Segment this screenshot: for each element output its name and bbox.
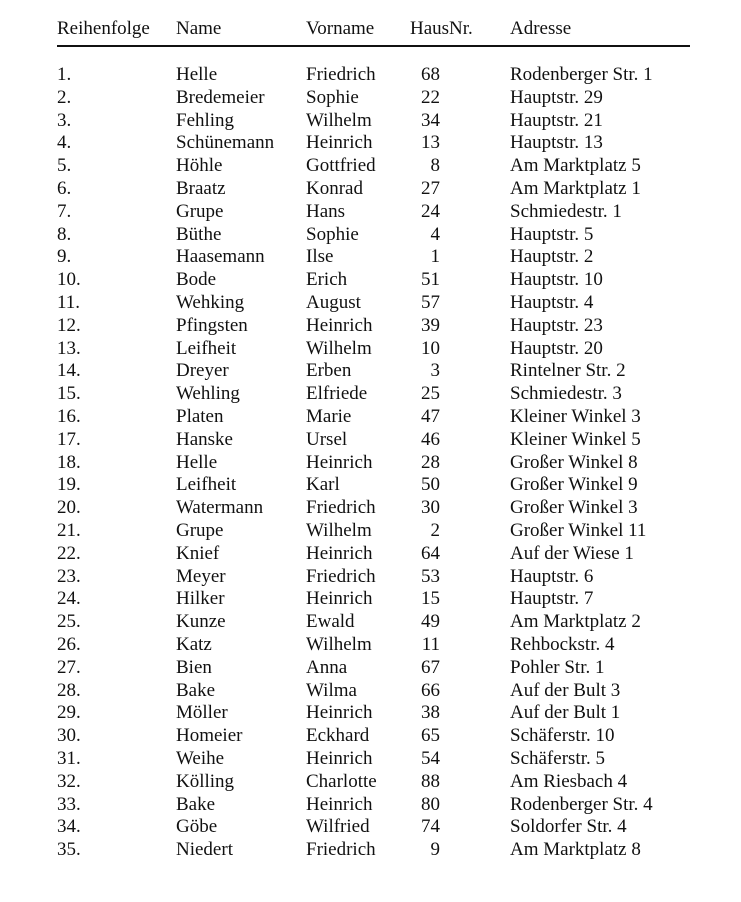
row-order: 5. bbox=[57, 155, 72, 177]
row-first-name: Konrad bbox=[306, 177, 363, 199]
row-gap bbox=[440, 725, 510, 748]
row-order: 6. bbox=[57, 177, 72, 199]
column-header-order: Reihenfolge bbox=[57, 12, 176, 46]
row-name: Göbe bbox=[176, 816, 218, 838]
row-order: 32. bbox=[57, 770, 81, 792]
row-address: Hauptstr. 2 bbox=[510, 246, 594, 268]
row-house-nr: 46 bbox=[421, 428, 440, 450]
row-address: Hauptstr. 13 bbox=[510, 132, 603, 154]
row-name: Leifheit bbox=[176, 474, 237, 496]
row-name: Knief bbox=[176, 542, 220, 564]
row-order: 23. bbox=[57, 565, 81, 587]
row-order: 27. bbox=[57, 656, 81, 678]
table-row bbox=[57, 406, 690, 429]
row-address: Hauptstr. 4 bbox=[510, 291, 594, 313]
table-row bbox=[57, 839, 690, 862]
table-header bbox=[57, 12, 690, 64]
row-gap bbox=[440, 611, 510, 634]
column-header-name: Name bbox=[176, 12, 306, 46]
table-row bbox=[57, 816, 690, 839]
row-address: Auf der Bult 1 bbox=[510, 702, 621, 724]
row-order: 16. bbox=[57, 405, 81, 427]
row-gap bbox=[440, 360, 510, 383]
row-first-name: Charlotte bbox=[306, 770, 377, 792]
row-first-name: Erich bbox=[306, 269, 348, 291]
row-gap bbox=[440, 543, 510, 566]
row-first-name: Gottfried bbox=[306, 155, 376, 177]
row-address: Hauptstr. 5 bbox=[510, 223, 594, 245]
table-row bbox=[57, 429, 690, 452]
table-row bbox=[57, 64, 690, 87]
row-order: 2. bbox=[57, 86, 72, 108]
row-order: 17. bbox=[57, 428, 81, 450]
row-house-nr: 11 bbox=[421, 633, 440, 655]
row-house-nr: 28 bbox=[421, 451, 440, 473]
row-gap bbox=[440, 474, 510, 497]
row-order: 24. bbox=[57, 588, 81, 610]
row-name: Möller bbox=[176, 702, 228, 724]
row-gap bbox=[440, 634, 510, 657]
row-address: Großer Winkel 9 bbox=[510, 474, 638, 496]
row-gap bbox=[440, 588, 510, 611]
column-header-address: Adresse bbox=[510, 12, 690, 46]
row-house-nr: 49 bbox=[421, 611, 440, 633]
table-row bbox=[57, 87, 690, 110]
row-house-nr: 38 bbox=[421, 702, 440, 724]
row-gap bbox=[440, 269, 510, 292]
row-house-nr: 8 bbox=[430, 155, 440, 177]
header-row bbox=[57, 12, 690, 46]
row-first-name: Wilhelm bbox=[306, 109, 372, 131]
row-order: 25. bbox=[57, 611, 81, 633]
row-order: 3. bbox=[57, 109, 72, 131]
row-name: Höhle bbox=[176, 155, 223, 177]
row-name: Wehling bbox=[176, 383, 240, 405]
row-order: 19. bbox=[57, 474, 81, 496]
row-first-name: Wilfried bbox=[306, 816, 370, 838]
row-first-name: Hans bbox=[306, 200, 346, 222]
row-address: Hauptstr. 6 bbox=[510, 565, 594, 587]
row-name: Grupe bbox=[176, 200, 224, 222]
row-name: Bredemeier bbox=[176, 86, 265, 108]
row-address: Am Marktplatz 8 bbox=[510, 839, 641, 861]
table-row bbox=[57, 452, 690, 475]
row-order: 18. bbox=[57, 451, 81, 473]
row-name: Bake bbox=[176, 793, 216, 815]
row-address: Hauptstr. 29 bbox=[510, 86, 603, 108]
row-house-nr: 54 bbox=[421, 747, 440, 769]
row-order: 28. bbox=[57, 679, 81, 701]
row-gap bbox=[440, 315, 510, 338]
row-first-name: Ursel bbox=[306, 428, 348, 450]
table-row bbox=[57, 360, 690, 383]
row-first-name: Sophie bbox=[306, 86, 359, 108]
row-order: 21. bbox=[57, 519, 81, 541]
row-name: Fehling bbox=[176, 109, 235, 131]
table-row bbox=[57, 566, 690, 589]
row-address: Schäferstr. 10 bbox=[510, 725, 615, 747]
row-house-nr: 80 bbox=[421, 793, 440, 815]
table-row bbox=[57, 702, 690, 725]
row-first-name: Heinrich bbox=[306, 747, 373, 769]
row-address: Am Marktplatz 5 bbox=[510, 155, 641, 177]
table-row bbox=[57, 474, 690, 497]
row-name: Hilker bbox=[176, 588, 225, 610]
row-gap bbox=[440, 771, 510, 794]
row-order: 13. bbox=[57, 337, 81, 359]
row-order: 10. bbox=[57, 269, 81, 291]
row-first-name: Heinrich bbox=[306, 793, 373, 815]
header-spacer bbox=[57, 46, 690, 64]
row-gap bbox=[440, 110, 510, 133]
row-house-nr: 9 bbox=[430, 839, 440, 861]
row-gap bbox=[440, 383, 510, 406]
row-order: 22. bbox=[57, 542, 81, 564]
row-house-nr: 3 bbox=[430, 360, 440, 382]
row-first-name: Friedrich bbox=[306, 565, 376, 587]
row-house-nr: 57 bbox=[421, 291, 440, 313]
row-house-nr: 27 bbox=[421, 177, 440, 199]
row-name: Dreyer bbox=[176, 360, 229, 382]
row-order: 11. bbox=[57, 291, 81, 313]
row-address: Hauptstr. 21 bbox=[510, 109, 603, 131]
table-row bbox=[57, 201, 690, 224]
row-order: 14. bbox=[57, 360, 81, 382]
row-name: Katz bbox=[176, 633, 212, 655]
row-address: Hauptstr. 7 bbox=[510, 588, 594, 610]
table-row bbox=[57, 680, 690, 703]
row-first-name: Heinrich bbox=[306, 132, 373, 154]
row-gap bbox=[440, 292, 510, 315]
row-first-name: Erben bbox=[306, 360, 352, 382]
row-address: Großer Winkel 11 bbox=[510, 519, 647, 541]
row-first-name: Karl bbox=[306, 474, 340, 496]
row-order: 35. bbox=[57, 839, 81, 861]
row-gap bbox=[440, 224, 510, 247]
row-name: Watermann bbox=[176, 497, 264, 519]
table-row bbox=[57, 588, 690, 611]
row-name: Niedert bbox=[176, 839, 233, 861]
table-row bbox=[57, 246, 690, 269]
row-first-name: Friedrich bbox=[306, 497, 376, 519]
row-house-nr: 13 bbox=[421, 132, 440, 154]
row-address: Auf der Bult 3 bbox=[510, 679, 621, 701]
row-name: Kunze bbox=[176, 611, 226, 633]
table-row bbox=[57, 292, 690, 315]
row-name: Bien bbox=[176, 656, 212, 678]
row-gap bbox=[440, 429, 510, 452]
row-name: Helle bbox=[176, 64, 218, 85]
row-order: 12. bbox=[57, 314, 81, 336]
row-address: Großer Winkel 8 bbox=[510, 451, 638, 473]
row-first-name: Heinrich bbox=[306, 314, 373, 336]
table-row bbox=[57, 725, 690, 748]
row-gap bbox=[440, 816, 510, 839]
row-first-name: Wilhelm bbox=[306, 633, 372, 655]
table-row bbox=[57, 383, 690, 406]
row-name: Haasemann bbox=[176, 246, 265, 268]
row-first-name: Ewald bbox=[306, 611, 355, 633]
table-row bbox=[57, 315, 690, 338]
row-address: Kleiner Winkel 5 bbox=[510, 428, 641, 450]
row-address: Auf der Wiese 1 bbox=[510, 542, 634, 564]
row-address: Rodenberger Str. 1 bbox=[510, 64, 653, 85]
row-first-name: Ilse bbox=[306, 246, 334, 268]
row-gap bbox=[440, 64, 510, 87]
row-gap bbox=[440, 452, 510, 475]
row-address: Rodenberger Str. 4 bbox=[510, 793, 653, 815]
table-body bbox=[57, 64, 690, 862]
row-house-nr: 64 bbox=[421, 542, 440, 564]
column-header-first-name: Vorname bbox=[306, 12, 410, 46]
row-house-nr: 65 bbox=[421, 725, 440, 747]
row-house-nr: 51 bbox=[421, 269, 440, 291]
row-gap bbox=[440, 839, 510, 862]
row-name: Hanske bbox=[176, 428, 233, 450]
row-address: Hauptstr. 20 bbox=[510, 337, 603, 359]
row-gap bbox=[440, 132, 510, 155]
row-order: 31. bbox=[57, 747, 81, 769]
row-house-nr: 15 bbox=[421, 588, 440, 610]
row-house-nr: 50 bbox=[421, 474, 440, 496]
row-address: Am Marktplatz 1 bbox=[510, 177, 641, 199]
row-order: 9. bbox=[57, 246, 72, 268]
row-house-nr: 88 bbox=[421, 770, 440, 792]
row-name: Helle bbox=[176, 451, 218, 473]
row-order: 7. bbox=[57, 200, 72, 222]
row-house-nr: 30 bbox=[421, 497, 440, 519]
row-gap bbox=[440, 566, 510, 589]
row-name: Meyer bbox=[176, 565, 226, 587]
row-order: 29. bbox=[57, 702, 81, 724]
row-address: Schmiedestr. 1 bbox=[510, 200, 622, 222]
row-house-nr: 25 bbox=[421, 383, 440, 405]
table-row bbox=[57, 657, 690, 680]
row-first-name: Heinrich bbox=[306, 588, 373, 610]
column-header-house-nr: HausNr. bbox=[410, 12, 440, 46]
row-first-name: Wilma bbox=[306, 679, 357, 701]
row-gap bbox=[440, 702, 510, 725]
row-gap bbox=[440, 406, 510, 429]
row-gap bbox=[440, 338, 510, 361]
row-name: Platen bbox=[176, 405, 224, 427]
table-row bbox=[57, 178, 690, 201]
row-house-nr: 68 bbox=[421, 64, 440, 85]
row-name: Weihe bbox=[176, 747, 225, 769]
row-name: Büthe bbox=[176, 223, 222, 245]
row-name: Grupe bbox=[176, 519, 224, 541]
row-address: Am Riesbach 4 bbox=[510, 770, 628, 792]
row-address: Schäferstr. 5 bbox=[510, 747, 605, 769]
row-gap bbox=[440, 794, 510, 817]
table-row bbox=[57, 110, 690, 133]
row-first-name: Anna bbox=[306, 656, 348, 678]
row-address: Hauptstr. 23 bbox=[510, 314, 603, 336]
row-order: 15. bbox=[57, 383, 81, 405]
row-gap bbox=[440, 680, 510, 703]
table-row bbox=[57, 338, 690, 361]
row-gap bbox=[440, 497, 510, 520]
table-row bbox=[57, 794, 690, 817]
row-first-name: Elfriede bbox=[306, 383, 368, 405]
row-gap bbox=[440, 748, 510, 771]
row-first-name: Friedrich bbox=[306, 64, 376, 85]
row-gap bbox=[440, 155, 510, 178]
row-first-name: Heinrich bbox=[306, 451, 373, 473]
row-house-nr: 34 bbox=[421, 109, 440, 131]
row-house-nr: 67 bbox=[421, 656, 440, 678]
row-name: Braatz bbox=[176, 177, 226, 199]
row-address: Pohler Str. 1 bbox=[510, 656, 605, 678]
row-name: Schünemann bbox=[176, 132, 275, 154]
table-row bbox=[57, 634, 690, 657]
row-gap bbox=[440, 657, 510, 680]
table-row bbox=[57, 155, 690, 178]
row-name: Bode bbox=[176, 269, 217, 291]
row-first-name: August bbox=[306, 291, 361, 313]
residents-table bbox=[57, 12, 690, 862]
row-order: 33. bbox=[57, 793, 81, 815]
row-name: Leifheit bbox=[176, 337, 237, 359]
row-house-nr: 22 bbox=[421, 86, 440, 108]
table-row bbox=[57, 520, 690, 543]
row-gap bbox=[440, 246, 510, 269]
row-house-nr: 39 bbox=[421, 314, 440, 336]
row-gap bbox=[440, 87, 510, 110]
row-gap bbox=[440, 178, 510, 201]
table-row bbox=[57, 543, 690, 566]
row-gap bbox=[440, 520, 510, 543]
table-row bbox=[57, 611, 690, 634]
table-row bbox=[57, 269, 690, 292]
row-first-name: Marie bbox=[306, 405, 352, 427]
table-row bbox=[57, 132, 690, 155]
row-address: Hauptstr. 10 bbox=[510, 269, 603, 291]
row-order: 1. bbox=[57, 64, 72, 85]
row-name: Bake bbox=[176, 679, 216, 701]
row-first-name: Wilhelm bbox=[306, 337, 372, 359]
row-address: Kleiner Winkel 3 bbox=[510, 405, 641, 427]
row-order: 8. bbox=[57, 223, 72, 245]
row-name: Pfingsten bbox=[176, 314, 248, 336]
row-name: Wehking bbox=[176, 291, 245, 313]
row-address: Rintelner Str. 2 bbox=[510, 360, 626, 382]
row-address: Soldorfer Str. 4 bbox=[510, 816, 627, 838]
row-address: Am Marktplatz 2 bbox=[510, 611, 641, 633]
row-house-nr: 1 bbox=[430, 246, 440, 268]
row-address: Schmiedestr. 3 bbox=[510, 383, 622, 405]
row-house-nr: 74 bbox=[421, 816, 440, 838]
table-row bbox=[57, 771, 690, 794]
row-house-nr: 66 bbox=[421, 679, 440, 701]
row-address: Rehbockstr. 4 bbox=[510, 633, 615, 655]
row-first-name: Heinrich bbox=[306, 542, 373, 564]
row-first-name: Heinrich bbox=[306, 702, 373, 724]
row-name: Homeier bbox=[176, 725, 243, 747]
row-house-nr: 10 bbox=[421, 337, 440, 359]
row-name: Kölling bbox=[176, 770, 235, 792]
row-address: Großer Winkel 3 bbox=[510, 497, 638, 519]
row-gap bbox=[440, 201, 510, 224]
row-house-nr: 47 bbox=[421, 405, 440, 427]
table-row bbox=[57, 224, 690, 247]
table-row bbox=[57, 748, 690, 771]
row-order: 34. bbox=[57, 816, 81, 838]
row-house-nr: 2 bbox=[430, 519, 440, 541]
row-order: 20. bbox=[57, 497, 81, 519]
row-house-nr: 24 bbox=[421, 200, 440, 222]
row-order: 26. bbox=[57, 633, 81, 655]
row-first-name: Sophie bbox=[306, 223, 359, 245]
row-first-name: Wilhelm bbox=[306, 519, 372, 541]
row-first-name: Friedrich bbox=[306, 839, 376, 861]
row-order: 30. bbox=[57, 725, 81, 747]
row-house-nr: 4 bbox=[430, 223, 440, 245]
table-row bbox=[57, 497, 690, 520]
row-order: 4. bbox=[57, 132, 72, 154]
row-first-name: Eckhard bbox=[306, 725, 370, 747]
row-house-nr: 53 bbox=[421, 565, 440, 587]
